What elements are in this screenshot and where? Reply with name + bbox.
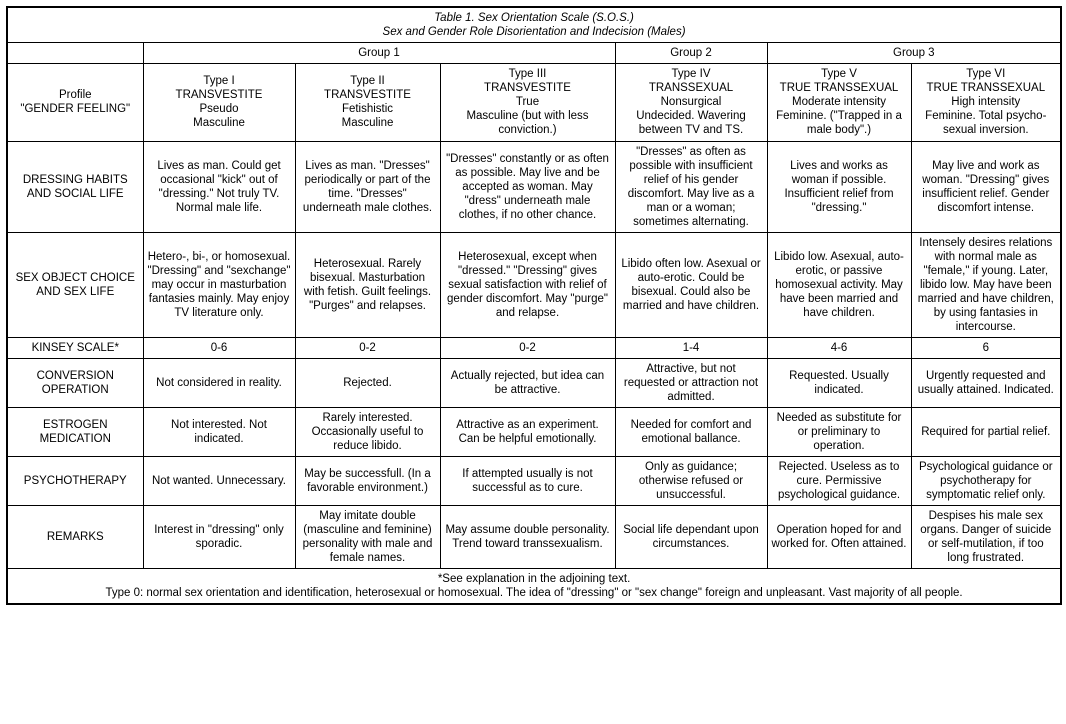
type-feeling: Masculine (193, 117, 245, 130)
table-row (7, 141, 1061, 232)
row-cell: Operation hoped for and worked for. Often attained. (767, 506, 911, 569)
table-title-row (7, 7, 1061, 43)
row-cell: 0-2 (440, 338, 615, 359)
row-cell: Hetero-, bi-, or homosexual. "Dressing" and "sexchange" may occur in masturbation fantasies mainly. May enjoy TV literature only. (143, 232, 295, 337)
row-cell: Urgently requested and usually attained. Indicated. (911, 359, 1061, 408)
row-cell: Not interested. Not indicated. (143, 408, 295, 457)
row-cell: Rejected. Useless as to cure. Permissive psychological guidance. (767, 457, 911, 506)
group-header-corner (7, 43, 143, 64)
row-label: SEX OBJECT CHOICE AND SEX LIFE (7, 232, 143, 337)
row-cell: Libido low. Asexual, auto-erotic, or passive homosexual activity. May have been married and have children. (767, 232, 911, 337)
table-footnote (7, 569, 1061, 605)
type-intensity: High intensity (951, 96, 1021, 109)
row-label: REMARKS (7, 506, 143, 569)
row-cell: Not wanted. Unnecessary. (143, 457, 295, 506)
row-cell: Needed as substitute for or preliminary to operation. (767, 408, 911, 457)
row-cell: Heterosexual, except when "dressed." "Dressing" gives sexual satisfaction with relief of gender discomfort. May "purge" and relapse. (440, 232, 615, 337)
profile-row-label (7, 64, 143, 142)
table-row (7, 232, 1061, 337)
type-name: Type I (203, 75, 235, 88)
group-header-row (7, 43, 1061, 64)
row-cell: Interest in "dressing" only sporadic. (143, 506, 295, 569)
row-cell: Lives as man. Could get occasional "kick" out of "dressing." Not truly TV. Normal male life. (143, 141, 295, 232)
row-cell: May assume double personality. Trend toward transsexualism. (440, 506, 615, 569)
row-cell: Lives and works as woman if possible. Insufficient relief from "dressing." (767, 141, 911, 232)
type-category: TRUE TRANSSEXUAL (926, 82, 1046, 95)
row-cell: 4-6 (767, 338, 911, 359)
row-cell: Only as guidance; otherwise refused or unsuccessful. (615, 457, 767, 506)
row-cell: 0-6 (143, 338, 295, 359)
sos-table (6, 6, 1062, 605)
table-title-line1: Table 1. Sex Orientation Scale (S.O.S.) (434, 12, 634, 24)
row-label: KINSEY SCALE* (7, 338, 143, 359)
row-label: ESTROGEN MEDICATION (7, 408, 143, 457)
group-header-3: Group 3 (767, 43, 1061, 64)
type-intensity: Moderate intensity (792, 96, 886, 109)
profile-type-4 (615, 64, 767, 142)
type-intensity: True (515, 96, 540, 109)
profile-type-1 (143, 64, 295, 142)
table-row (7, 457, 1061, 506)
profile-type-5 (767, 64, 911, 142)
row-cell: If attempted usually is not successful as to cure. (440, 457, 615, 506)
profile-type-3 (440, 64, 615, 142)
table-row (7, 408, 1061, 457)
row-cell: Psychological guidance or psychotherapy for symptomatic relief only. (911, 457, 1061, 506)
row-cell: Lives as man. "Dresses" periodically or part of the time. "Dresses" underneath male clothes. (295, 141, 440, 232)
row-cell: May be successfull. (In a favorable environment.) (295, 457, 440, 506)
row-cell: Attractive, but not requested or attraction not admitted. (615, 359, 767, 408)
row-cell: 6 (911, 338, 1061, 359)
type-category: TRANSVESTITE (175, 89, 263, 102)
row-cell: Social life dependant upon circumstances. (615, 506, 767, 569)
row-cell: "Dresses" as often as possible with insufficient relief of his gender discomfort. May live as a man or a woman; sometimes alternating. (615, 141, 767, 232)
row-cell: Needed for comfort and emotional ballance. (615, 408, 767, 457)
type-name: Type V (821, 68, 857, 81)
type-intensity: Nonsurgical (660, 96, 722, 109)
row-cell: Libido often low. Asexual or auto-erotic. Could be bisexual. Could also be married and have children. (615, 232, 767, 337)
row-cell: May imitate double (masculine and feminine) personality with male and female names. (295, 506, 440, 569)
type-category: TRANSVESTITE (484, 82, 571, 95)
row-cell: Despises his male sex organs. Danger of suicide or self-mutilation, if too long frustrated. (911, 506, 1061, 569)
profile-row (7, 64, 1061, 142)
type-name: Type III (508, 68, 547, 81)
row-cell: 1-4 (615, 338, 767, 359)
row-label: DRESSING HABITS AND SOCIAL LIFE (7, 141, 143, 232)
row-cell: Not considered in reality. (143, 359, 295, 408)
type-intensity: Pseudo (199, 103, 239, 116)
type-intensity: Fetishistic (341, 103, 394, 116)
row-cell: Rejected. (295, 359, 440, 408)
footnote-line1: *See explanation in the adjoining text. (437, 573, 631, 586)
type-name: Type IV (671, 68, 711, 81)
table-row (7, 506, 1061, 569)
profile-type-2 (295, 64, 440, 142)
type-feeling: Masculine (341, 117, 394, 130)
row-cell: "Dresses" constantly or as often as possible. May live and be accepted as woman. May "dress" underneath male clothes, if no other chance. (440, 141, 615, 232)
row-cell: Required for partial relief. (911, 408, 1061, 457)
row-cell: 0-2 (295, 338, 440, 359)
table-title (7, 7, 1061, 43)
type-category: TRUE TRANSSEXUAL (779, 82, 899, 95)
row-cell: Requested. Usually indicated. (767, 359, 911, 408)
table-row (7, 338, 1061, 359)
profile-label-line2: "GENDER FEELING" (20, 103, 131, 116)
row-cell: Heterosexual. Rarely bisexual. Masturbation with fetish. Guilt feelings. "Purges" and relapses. (295, 232, 440, 337)
type-category: TRANSSEXUAL (648, 82, 734, 95)
type-feeling: Feminine. Total psycho-sexual inversion. (925, 110, 1047, 137)
row-cell: Rarely interested. Occasionally useful to reduce libido. (295, 408, 440, 457)
type-category: TRANSVESTITE (324, 89, 411, 102)
footnote-line2: Type 0: normal sex orientation and identification, heterosexual or homosexual. The idea of "dressing" or "sex change" foreign and unpleasant. Vast majority of all people. (105, 587, 963, 600)
group-header-1: Group 1 (143, 43, 615, 64)
profile-label-line1: Profile (58, 89, 92, 102)
row-cell: May live and work as woman. "Dressing" gives insufficient relief. Gender discomfort intense. (911, 141, 1061, 232)
row-cell: Intensely desires relations with normal male as "female," if young. Later, libido low. May have been married and have children, by using fantasies in intercourse. (911, 232, 1061, 337)
table-footer-row (7, 569, 1061, 605)
type-feeling: Feminine. ("Trapped in a male body".) (776, 110, 902, 137)
row-label: CONVERSION OPERATION (7, 359, 143, 408)
type-feeling: Undecided. Wavering between TV and TS. (636, 110, 746, 137)
type-name: Type II (350, 75, 385, 88)
row-label: PSYCHOTHERAPY (7, 457, 143, 506)
type-name: Type VI (966, 68, 1006, 81)
table-title-line2: Sex and Gender Role Disorientation and Indecision (Males) (382, 26, 686, 39)
row-cell: Actually rejected, but idea can be attractive. (440, 359, 615, 408)
table-row (7, 359, 1061, 408)
profile-type-6 (911, 64, 1061, 142)
type-feeling: Masculine (but with less conviction.) (466, 110, 589, 137)
row-cell: Attractive as an experiment. Can be helpful emotionally. (440, 408, 615, 457)
group-header-2: Group 2 (615, 43, 767, 64)
